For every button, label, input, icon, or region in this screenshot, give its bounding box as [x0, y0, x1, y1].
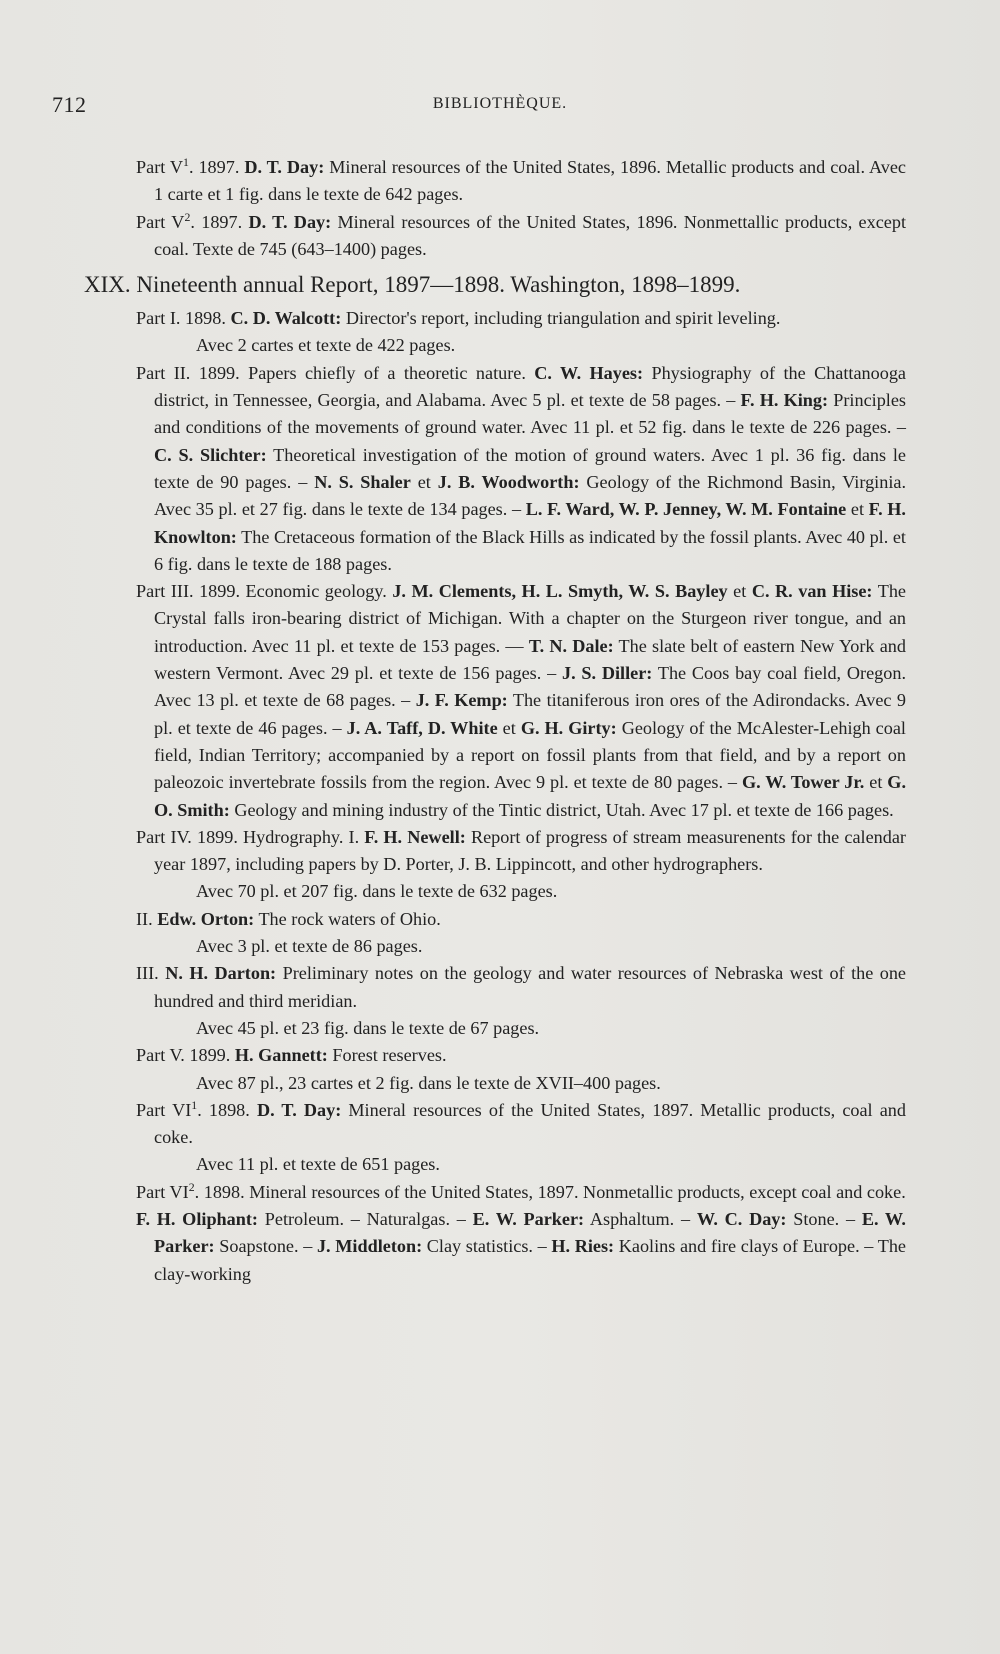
- entry-text: II.: [136, 908, 158, 929]
- bibliography-entry: [136, 305, 906, 332]
- entry-text: . 1897.: [188, 157, 245, 177]
- entry-text: Theoretical investigation of the motion of ground waters. Avec 1 pl. 36 fig. dans le texte de 90 pages. –: [154, 444, 907, 492]
- entry-text: Part VI: [136, 1181, 189, 1202]
- author-name: G. W. Tower Jr.: [741, 772, 865, 793]
- author-name: J. A. Taff, D. White: [346, 717, 498, 738]
- bibliography-entry: [136, 1179, 906, 1206]
- author-name: T. N. Dale:: [528, 635, 614, 656]
- bibliography-entry: [136, 1206, 906, 1288]
- author-name: Edw. Orton:: [157, 908, 255, 929]
- entry-text: Avec 2 cartes et texte de 422 pages.: [196, 335, 456, 356]
- entry-text: Principles and conditions of the movements of ground water. Avec 11 pl. et 52 fig. dans le texte de 226 pages. –: [154, 390, 906, 438]
- entry-text: Petroleum. – Naturalgas. –: [258, 1208, 473, 1229]
- bibliography-entry: [136, 332, 906, 359]
- entry-text: The Coos bay coal field, Oregon. Avec 13 pl. et texte de 68 pages. –: [154, 663, 906, 711]
- entry-text: Part III. 1899. Economic geology.: [136, 581, 393, 602]
- entry-text: Part VI: [136, 1099, 192, 1120]
- entry-text: Forest reserves.: [327, 1045, 447, 1066]
- entry-text: Mineral resources of the United States, 1896. Nonmettallic products, except coal. Texte de 745 (643–1400) pages.: [154, 211, 907, 259]
- author-name: C. W. Hayes:: [534, 362, 644, 383]
- bibliography-entry: [136, 360, 906, 578]
- author-name: F. H. Knowlton:: [154, 499, 906, 547]
- author-name: D. T. Day:: [248, 211, 332, 232]
- author-name: J. Middleton:: [316, 1236, 423, 1257]
- author-name: N. S. Shaler: [314, 471, 411, 492]
- bibliography-entry: [136, 1070, 906, 1097]
- entry-text: Part IV. 1899. Hydrography. I.: [136, 826, 365, 847]
- entry-text: Part V: [136, 157, 184, 177]
- entry-text: Part V. 1899.: [136, 1045, 235, 1066]
- bibliography-entry: [136, 1097, 906, 1152]
- entry-text: Geology and mining industry of the Tintic district, Utah. Avec 17 pl. et texte de 166 pages.: [229, 799, 894, 820]
- entry-text: et: [410, 471, 438, 492]
- entry-text: Stone. –: [786, 1208, 862, 1229]
- entry-text: Report of progress of stream measurenents for the calendar year 1897, including papers by D. Porter, J. B. Lippincott, and other hydrographers.: [154, 826, 906, 875]
- author-name: D. T. Day:: [256, 1099, 342, 1120]
- author-name: E. W. Parker:: [472, 1208, 585, 1229]
- author-name: H. Ries:: [551, 1236, 615, 1257]
- author-name: D. T. Day:: [244, 157, 325, 177]
- author-name: C. R. van Hise:: [751, 581, 873, 602]
- bibliography-entry: [136, 906, 906, 933]
- author-name: J. F. Kemp:: [415, 690, 508, 711]
- bibliography-entry: [136, 933, 906, 960]
- entry-text: Mineral resources of the United States, 1897. Metallic products, coal and coke.: [154, 1099, 906, 1148]
- author-name: F. H. Oliphant:: [136, 1208, 258, 1229]
- entry-text: 2: [188, 1179, 195, 1194]
- bibliography-entry: [136, 960, 906, 1015]
- bibliography-entry: [136, 578, 906, 824]
- entry-text: et: [846, 499, 869, 520]
- entry-text: . 1898.: [197, 1099, 257, 1120]
- author-name: C. D. Walcott:: [230, 308, 342, 329]
- entry-text: The titaniferous iron ores of the Adirondacks. Avec 9 pl. et texte de 46 pages. –: [154, 690, 907, 738]
- author-name: W. C. Day:: [696, 1208, 787, 1229]
- entry-text: 1: [183, 154, 189, 169]
- entry-text: Part I. 1898.: [136, 308, 231, 329]
- page-number: 712: [52, 92, 87, 117]
- entry-text: Avec 87 pl., 23 cartes et 2 fig. dans le texte de XVII–400 pages.: [196, 1072, 661, 1093]
- bibliography-entry: [136, 1042, 906, 1069]
- entry-text: Asphaltum. –: [584, 1208, 697, 1229]
- running-title: BIBLIOTHÈQUE.: [432, 95, 568, 112]
- page-header: [52, 92, 948, 126]
- author-name: J. B. Woodworth:: [437, 471, 580, 492]
- entry-text: Geology of the Richmond Basin, Virginia. Avec 35 pl. et 27 fig. dans le texte de 134 pages. –: [154, 471, 906, 520]
- bibliography-entry: [136, 1015, 906, 1042]
- author-name: L. F. Ward, W. P. Jenney, W. M. Fontaine: [525, 499, 847, 520]
- entry-text: et: [497, 717, 521, 738]
- author-name: E. W. Parker:: [154, 1208, 906, 1257]
- entry-text: Clay statistics. –: [422, 1236, 552, 1257]
- entry-text: Preliminary notes on the geology and water resources of Nebraska west of the one hundred and third meridian.: [154, 963, 907, 1011]
- entry-text: Physiography of the Chattanooga district, in Tennessee, Georgia, and Alabama. Avec 5 pl. et texte de 58 pages. –: [154, 362, 906, 411]
- author-name: F. H. Newell:: [364, 826, 466, 847]
- entry-text: The rock waters of Ohio.: [254, 908, 441, 929]
- bibliography-entry: [136, 1151, 906, 1178]
- author-name: J. M. Clements, H. L. Smyth, W. S. Bayley: [392, 581, 728, 602]
- author-name: G. H. Girty:: [520, 717, 617, 738]
- entry-text: . 1898. Mineral resources of the United States, 1897. Nonmetallic products, except coal and coke.: [194, 1181, 906, 1202]
- bibliography-entry: [136, 878, 906, 905]
- entry-text: Mineral resources of the United States, 1896. Metallic products and coal. Avec 1 carte et 1 fig. dans le texte de 642 pages.: [154, 157, 906, 205]
- entry-text: 1: [191, 1097, 198, 1112]
- entry-text: Part II. 1899. Papers chiefly of a theoretic nature.: [136, 362, 535, 383]
- document-body: [84, 154, 907, 1288]
- entry-text: Avec 11 pl. et texte de 651 pages.: [196, 1154, 440, 1175]
- bibliography-entry: [136, 824, 906, 879]
- entry-text: Part V: [136, 211, 185, 232]
- entry-text: Kaolins and fire clays of Europe. – The clay-working: [154, 1236, 906, 1284]
- author-name: G. O. Smith:: [154, 772, 906, 820]
- entry-text: Soapstone. –: [214, 1236, 317, 1257]
- entry-text: 2: [184, 209, 191, 224]
- bibliography-entry: [136, 209, 906, 264]
- author-name: H. Gannett:: [234, 1045, 328, 1066]
- series-heading: [84, 269, 906, 301]
- entry-text: Avec 45 pl. et 23 fig. dans le texte de 67 pages.: [196, 1017, 540, 1038]
- author-name: N. H. Darton:: [165, 963, 277, 984]
- entry-text: Avec 70 pl. et 207 fig. dans le texte de 632 pages.: [196, 881, 558, 902]
- entry-text: et: [864, 772, 888, 793]
- entry-text: Geology of the McAlester-Lehigh coal field, Indian Territory; accompanied by a report on fossil plants from that field, and by a report on paleozoic invertebrate fossils from the region. Avec 9 pl. et texte de 80 pages. –: [154, 717, 906, 793]
- entry-text: Director's report, including triangulation and spirit leveling.: [341, 308, 781, 329]
- author-name: J. S. Diller:: [561, 663, 653, 684]
- bibliography-entry: [136, 154, 906, 209]
- entry-text: . 1897.: [190, 211, 249, 232]
- entry-text: Avec 3 pl. et texte de 86 pages.: [196, 936, 423, 957]
- author-name: F. H. King:: [740, 390, 829, 411]
- entry-text: The Cretaceous formation of the Black Hills as indicated by the fossil plants. Avec 40 pl. et 6 fig. dans le texte de 188 pages.: [154, 526, 906, 574]
- entry-text: III.: [136, 963, 166, 984]
- entry-text: The slate belt of eastern New York and western Vermont. Avec 29 pl. et texte de 156 pages. –: [154, 635, 906, 684]
- entry-text: The Crystal falls iron-bearing district of Michigan. With a chapter on the Sturgeon river tongue, and an introduction. Avec 11 pl. et texte de 153 pages. —: [154, 581, 906, 656]
- entry-text: XIX. Nineteenth annual Report, 1897—1898. Washington, 1898–1899.: [84, 272, 741, 298]
- entry-text: et: [727, 581, 752, 602]
- author-name: C. S. Slichter:: [154, 444, 267, 465]
